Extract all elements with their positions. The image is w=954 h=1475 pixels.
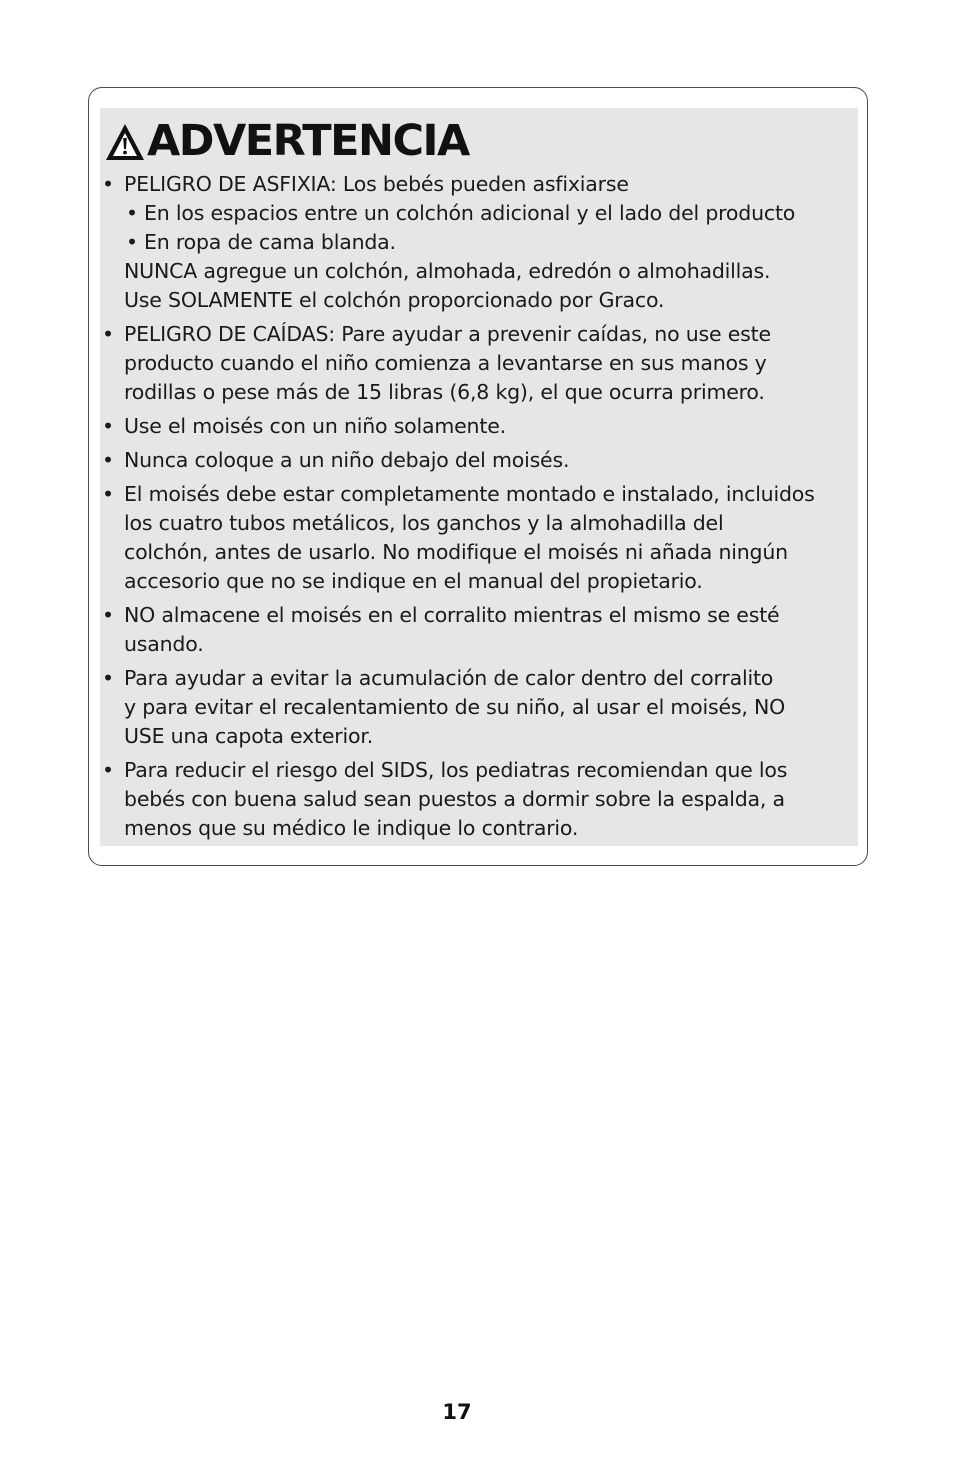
warning-item-line: • El moisés debe estar completamente montado e instalado, incluidos: [124, 482, 815, 506]
warning-subitem: • En los espacios entre un colchón adicional y el lado del producto: [124, 199, 858, 228]
warning-item-sids: [100, 756, 858, 843]
warning-item-line: colchón, antes de usarlo. No modifique el moisés ni añada ningún: [124, 540, 788, 564]
warning-item-suffocation: [100, 170, 858, 315]
warning-box: [88, 87, 868, 866]
warning-subitem: • En ropa de cama blanda.: [124, 228, 858, 257]
warning-item-line: usando.: [124, 632, 204, 656]
warning-item-storage: [100, 601, 858, 659]
warning-item-line: bebés con buena salud sean puestos a dormir sobre la espalda, a: [124, 787, 785, 811]
warning-sublist: [124, 199, 858, 257]
warning-item-line: • PELIGRO DE CAÍDAS: Pare ayudar a prevenir caídas, no use este: [124, 322, 771, 346]
warning-item-line: rodillas o pese más de 15 libras (6,8 kg), el que ocurra primero.: [124, 380, 765, 404]
warning-list: [100, 170, 858, 843]
warning-triangle-icon: [104, 122, 146, 162]
warning-item-line: NUNCA agregue un colchón, almohada, edredón o almohadillas.: [124, 259, 771, 283]
warning-item-line: Use SOLAMENTE el colchón proporcionado por Graco.: [124, 288, 665, 312]
warning-item-line: accesorio que no se indique en el manual del propietario.: [124, 569, 703, 593]
warning-header: [104, 112, 858, 164]
warning-item-under-bassinet: [100, 446, 858, 475]
warning-item-line: • Use el moisés con un niño solamente.: [124, 414, 506, 438]
warning-item-line: • Nunca coloque a un niño debajo del moisés.: [124, 448, 570, 472]
warning-item-assembly: [100, 480, 858, 596]
page-number: 17: [442, 1400, 472, 1424]
warning-item-line: • Para reducir el riesgo del SIDS, los pediatras recomiendan que los: [124, 758, 788, 782]
warning-item-line: • Para ayudar a evitar la acumulación de calor dentro del corralito: [124, 666, 774, 690]
warning-item-canopy: [100, 664, 858, 751]
warning-item-line: producto cuando el niño comienza a levantarse en sus manos y: [124, 351, 767, 375]
warning-item-line: y para evitar el recalentamiento de su niño, al usar el moisés, NO: [124, 695, 786, 719]
warning-item-line: los cuatro tubos metálicos, los ganchos y la almohadilla del: [124, 511, 724, 535]
warning-panel: [100, 108, 858, 846]
warning-item-line: • NO almacene el moisés en el corralito mientras el mismo se esté: [124, 603, 780, 627]
warning-title: ADVERTENCIA: [147, 116, 469, 166]
warning-item-line: USE una capota exterior.: [124, 724, 374, 748]
warning-item-one-child: [100, 412, 858, 441]
warning-item-text: • PELIGRO DE ASFIXIA: Los bebés pueden asfixiarse: [124, 172, 629, 196]
warning-item-line: menos que su médico le indique lo contrario.: [124, 816, 579, 840]
warning-item-falls: [100, 320, 858, 407]
